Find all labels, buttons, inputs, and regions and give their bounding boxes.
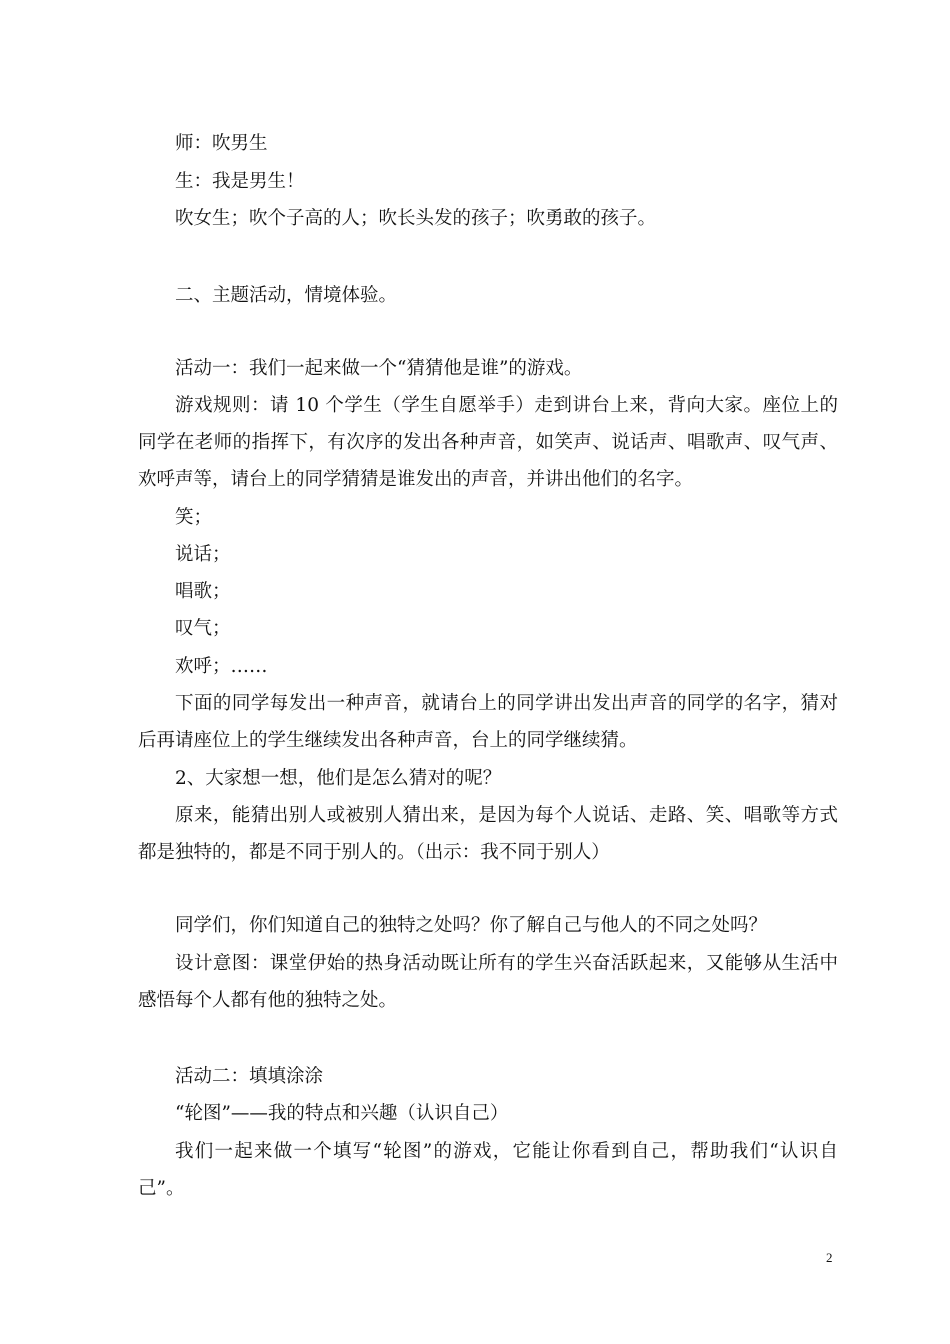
text-line: 设计意图：课堂伊始的热身活动既让所有的学生兴奋活跃起来，又能够从生活中 [175, 953, 838, 974]
list-item: 叹气； [175, 618, 231, 639]
text-line: 己”。 [138, 1178, 185, 1199]
list-item: 说话； [175, 544, 231, 565]
text-line: 感悟每个人都有他的独特之处。 [138, 990, 398, 1011]
list-item: 唱歌； [175, 581, 231, 602]
text-line: 都是独特的，都是不同于别人的。（出示：我不同于别人） [138, 842, 610, 863]
text-line: 我们一起来做一个填写“轮图”的游戏，它能让你看到自己，帮助我们“认识自 [175, 1141, 838, 1162]
text-line: 下面的同学每发出一种声音，就请台上的同学讲出发出声音的同学的名字，猜对 [175, 693, 838, 714]
text-line: 生：我是男生！ [175, 171, 305, 192]
list-item: 笑； [175, 507, 213, 528]
text-line: 吹女生；吹个子高的人；吹长头发的孩子；吹勇敢的孩子。 [175, 208, 657, 229]
page-number: 2 [826, 1250, 833, 1265]
text-line: 后再请座位上的学生继续发出各种声音，台上的同学继续猜。 [138, 730, 638, 751]
text-line: 同学们，你们知道自己的独特之处吗？你了解自己与他人的不同之处吗？ [175, 915, 768, 936]
text-line: 原来，能猜出别人或被别人猜出来，是因为每个人说话、走路、笑、唱歌等方式 [175, 805, 838, 826]
text-line: 欢呼声等，请台上的同学猜猜是谁发出的声音，并讲出他们的名字。 [138, 469, 694, 490]
section-heading: 二、主题活动，情境体验。 [175, 285, 398, 306]
text-line: 活动一：我们一起来做一个“猜猜他是谁”的游戏。 [175, 358, 583, 379]
list-item: 欢呼；…… [175, 656, 268, 677]
text-line: “轮图”——我的特点和兴趣（认识自己） [175, 1103, 509, 1124]
section-heading: 活动二：填填涂涂 [175, 1066, 324, 1087]
text-line: 2、大家想一想，他们是怎么猜对的呢？ [175, 768, 502, 789]
text-line: 同学在老师的指挥下，有次序的发出各种声音，如笑声、说话声、唱歌声、叹气声、 [138, 432, 838, 453]
text-line: 游戏规则：请 10 个学生（学生自愿举手）走到讲台上来，背向大家。座位上的 [175, 395, 838, 416]
text-line: 师：吹男生 [175, 133, 268, 154]
